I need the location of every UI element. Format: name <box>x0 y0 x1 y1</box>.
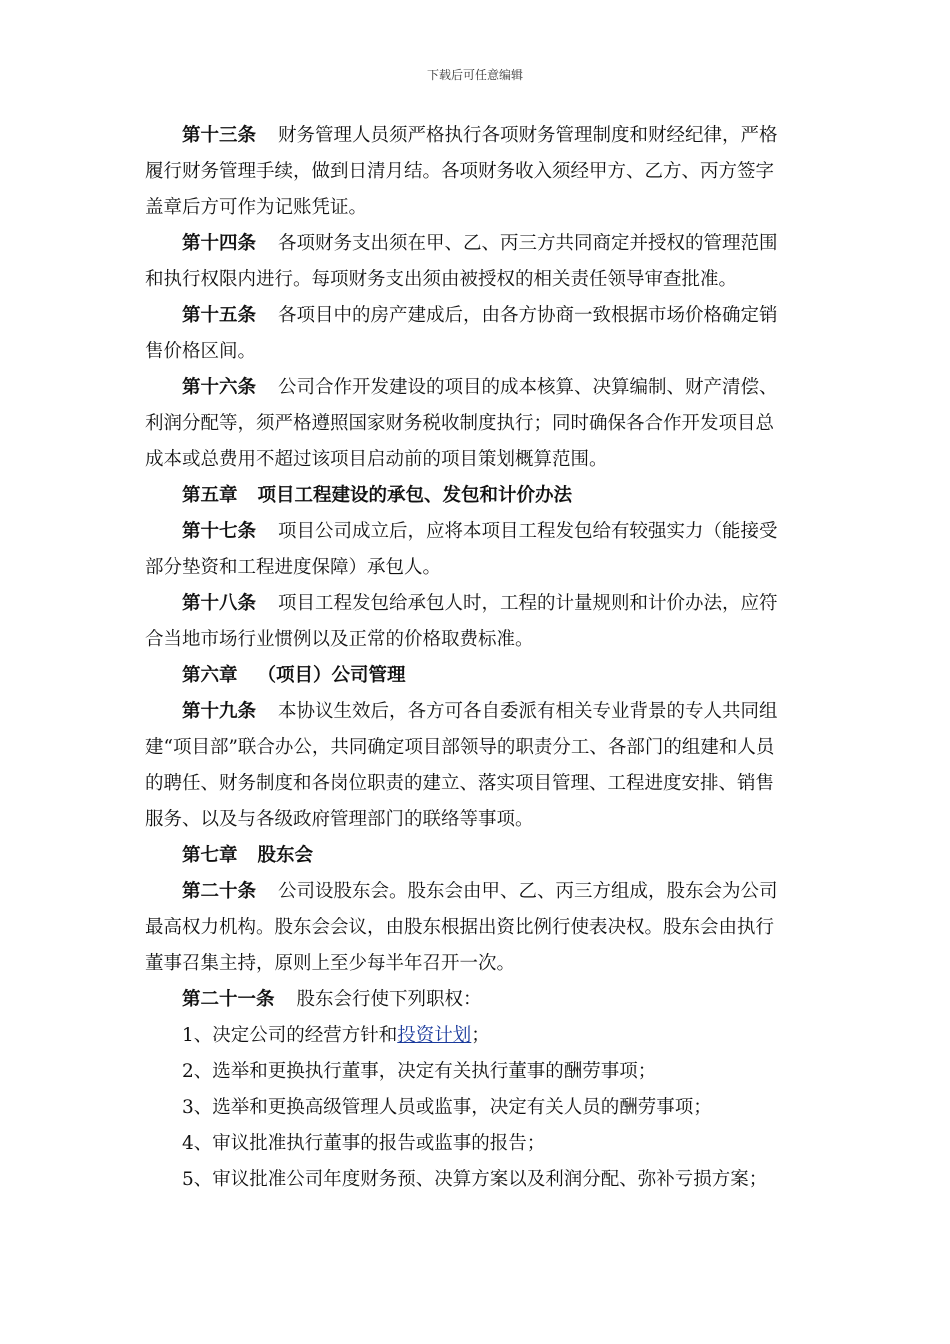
article-text: 公司合作开发建设的项目的成本核算、决算编制、财产清偿、利润分配等，须严格遵照国家财务税收制度执行；同时确保各合作开发项目总成本或总费用不超过该项目启动前的项目策划概算范围。 <box>145 377 778 470</box>
article-20 <box>145 874 785 982</box>
list-item <box>145 1162 785 1198</box>
list-item-text: 2、选举和更换执行董事，决定有关执行董事的酬劳事项； <box>182 1061 657 1082</box>
list-item <box>145 1018 785 1054</box>
investment-plan-link[interactable]: 投资计划 <box>397 1025 472 1046</box>
list-item-text: 5、审议批准公司年度财务预、决算方案以及利润分配、弥补亏损方案； <box>182 1169 768 1190</box>
list-item <box>145 1054 785 1090</box>
article-text: 项目公司成立后，应将本项目工程发包给有较强实力（能接受部分垫资和工程进度保障）承包人。 <box>145 521 778 578</box>
article-text: 公司设股东会。股东会由甲、乙、丙三方组成，股东会为公司最高权力机构。股东会会议，由股东根据出资比例行使表决权。股东会由执行董事召集主持，原则上至少每半年召开一次。 <box>145 881 778 974</box>
article-15 <box>145 298 785 370</box>
chapter-7-heading <box>145 838 785 874</box>
article-text: 本协议生效后，各方可各自委派有相关专业背景的专人共同组建“项目部”联合办公，共同确定项目部领导的职责分工、各部门的组建和人员的聘任、财务制度和各岗位职责的建立、落实项目管理、工程进度安排、销售服务、以及与各级政府管理部门的联络等事项。 <box>145 701 778 830</box>
article-text: 股东会行使下列职权： <box>296 989 482 1010</box>
chapter-title: 项目工程建设的承包、发包和计价办法 <box>257 485 573 506</box>
list-item-text: 4、审议批准执行董事的报告或监事的报告； <box>182 1133 546 1154</box>
chapter-number: 第六章 <box>182 665 238 686</box>
article-label: 第十六条 <box>182 377 257 398</box>
article-label: 第十三条 <box>182 125 257 146</box>
chapter-5-heading <box>145 478 785 514</box>
chapter-title: 股东会 <box>257 845 314 866</box>
page-header: 下载后可任意编辑 <box>426 68 523 82</box>
article-text: 项目工程发包给承包人时，工程的计量规则和计价办法，应符合当地市场行业惯例以及正常的价格取费标准。 <box>145 593 778 650</box>
chapter-title: （项目）公司管理 <box>257 665 406 686</box>
article-21 <box>145 982 785 1018</box>
document-body <box>145 118 785 1198</box>
article-16 <box>145 370 785 478</box>
chapter-6-heading <box>145 658 785 694</box>
list-item-text: ； <box>471 1025 490 1046</box>
article-label: 第二十条 <box>182 881 257 902</box>
article-13 <box>145 118 785 226</box>
article-label: 第十五条 <box>182 305 257 326</box>
article-18 <box>145 586 785 658</box>
list-item-text: 3、选举和更换高级管理人员或监事，决定有关人员的酬劳事项； <box>182 1097 712 1118</box>
article-17 <box>145 514 785 586</box>
article-text: 各项目中的房产建成后，由各方协商一致根据市场价格确定销售价格区间。 <box>145 305 778 362</box>
article-label: 第二十一条 <box>182 989 275 1010</box>
list-item <box>145 1126 785 1162</box>
list-item-text: 1、决定公司的经营方针和 <box>182 1025 398 1046</box>
article-text: 各项财务支出须在甲、乙、丙三方共同商定并授权的管理范围和执行权限内进行。每项财务支出须由被授权的相关责任领导审查批准。 <box>145 233 778 290</box>
article-label: 第十九条 <box>182 701 257 722</box>
article-label: 第十八条 <box>182 593 257 614</box>
article-text: 财务管理人员须严格执行各项财务管理制度和财经纪律，严格履行财务管理手续，做到日清月结。各项财务收入须经甲方、乙方、丙方签字盖章后方可作为记账凭证。 <box>145 125 778 218</box>
article-label: 第十七条 <box>182 521 257 542</box>
chapter-number: 第七章 <box>182 845 238 866</box>
article-label: 第十四条 <box>182 233 257 254</box>
article-14 <box>145 226 785 298</box>
chapter-number: 第五章 <box>182 485 238 506</box>
article-19 <box>145 694 785 838</box>
list-item <box>145 1090 785 1126</box>
